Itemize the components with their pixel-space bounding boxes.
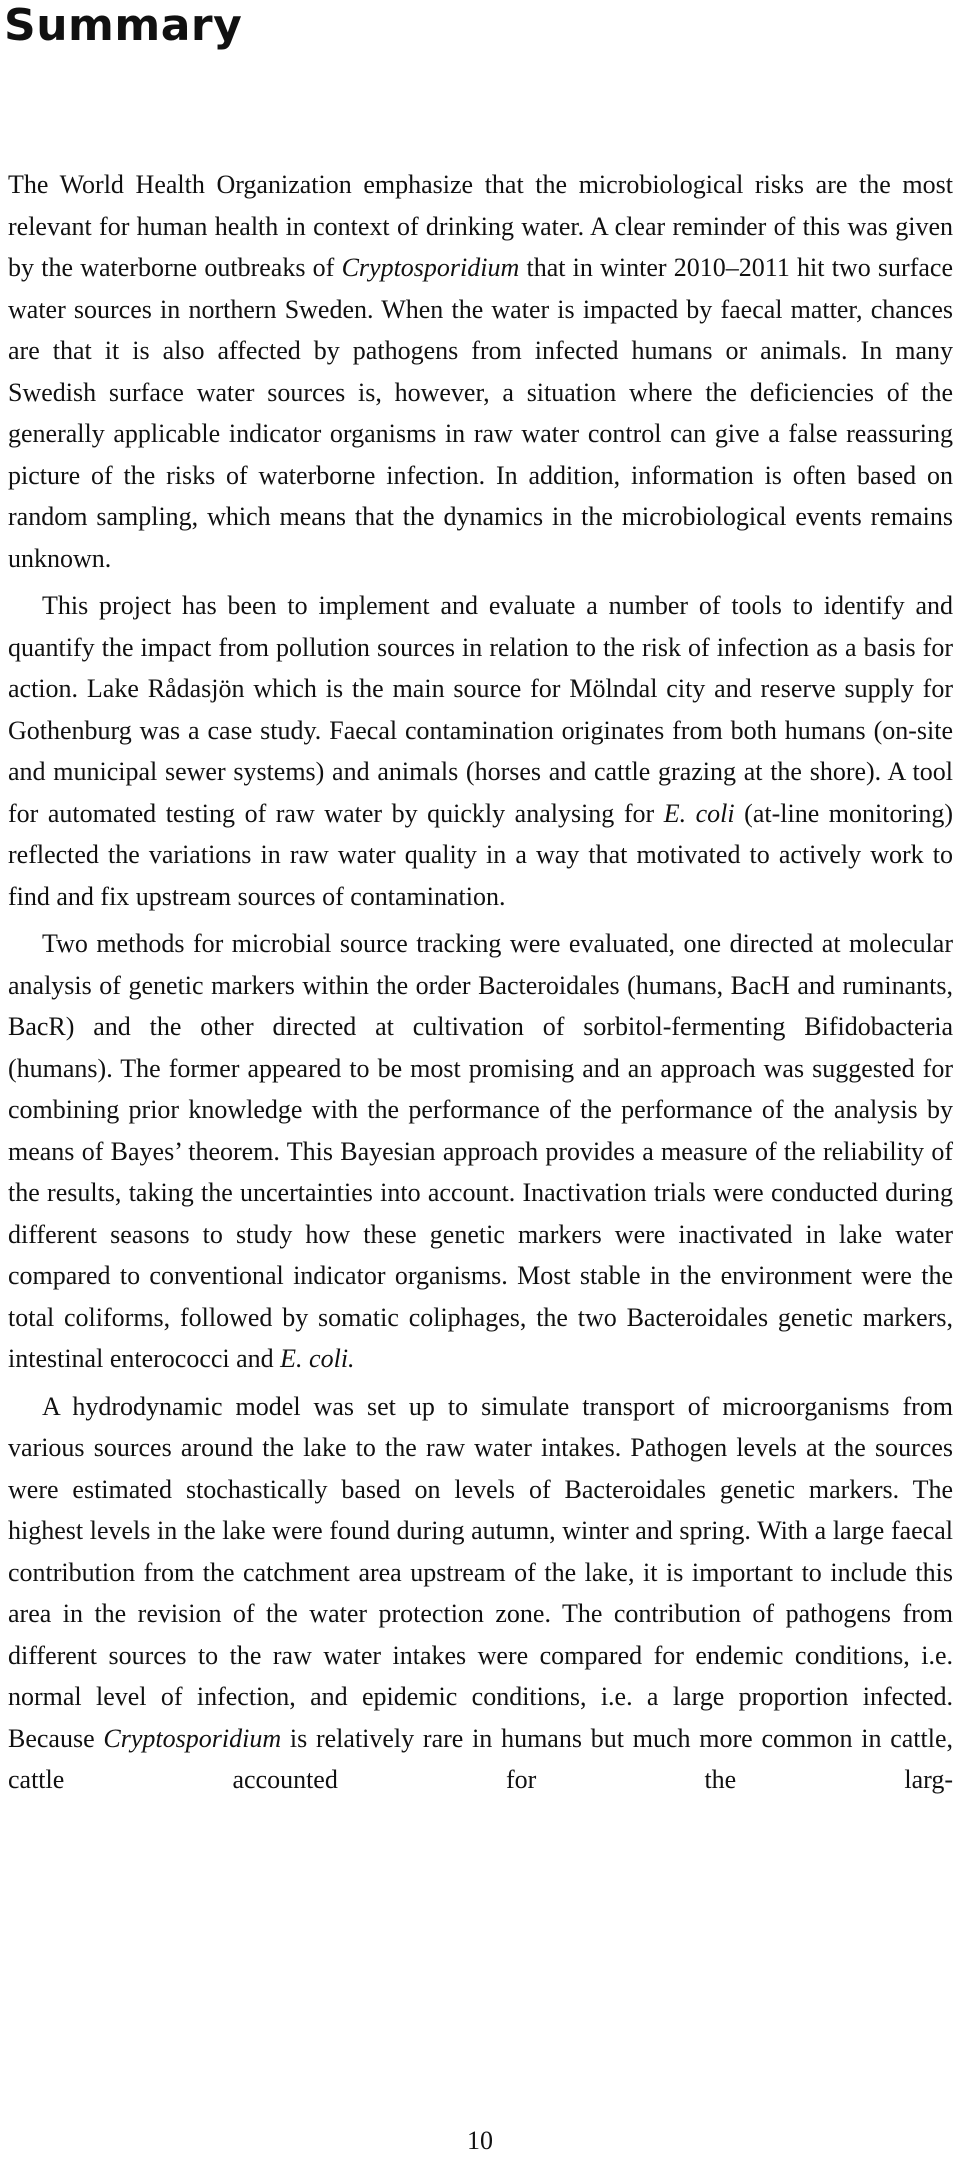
summary-body (8, 164, 953, 1807)
italic-term: E. coli (663, 798, 735, 828)
page-title: Summary (4, 0, 243, 51)
page-number: 10 (467, 2126, 493, 2155)
summary-paragraph-2: This project has been to implement and evaluate a number of tools to identify and quantify the impact from pollution sources in relation to the risk of infection as a basis for action. Lake Rådasjön which is the main source for Mölndal city and reserve supply for Gothenburg was a case study. Faecal contamination originates from both humans (on-site and municipal sewer systems) and animals (horses and cattle grazing at the shore). A tool for automated testing of raw water by quickly analysing for E. coli (at-line monitoring) reflected the variations in raw water quality in a way that motivated to actively work to find and fix upstream sources of contamination. (8, 591, 953, 911)
italic-term: E. coli. (280, 1344, 355, 1373)
summary-paragraph-1: The World Health Organization emphasize that the microbiological risks are the most relevant for human health in context of drinking water. A clear reminder of this was given by the waterborne outbreaks of Cryptosporidium that in winter 2010–2011 hit two surface water sources in northern Sweden. When the water is impacted by faecal matter, chances are that it is also affected by pathogens from infected humans or animals. In many Swedish surface water sources is, however, a situation where the deficiencies of the generally applicable indicator organisms in raw water control can give a false reassuring picture of the risks of waterborne infection. In addition, information is often based on random sampling, which means that the dynamics in the microbiological events remains unknown. (8, 170, 953, 573)
summary-paragraph-3: Two methods for microbial source tracking were evaluated, one directed at molecular analysis of genetic markers within the order Bacteroidales (humans, BacH and ruminants, BacR) and the other directed at cultivation of sorbitol-fermenting Bifidobacteria (humans). The former appeared to be most promising and an approach was suggested for combining prior knowledge with the performance of the performance of the analysis by means of Bayes’ theorem. This Bayesian approach provides a measure of the reliability of the results, taking the uncertainties into account. Inactivation trials were conducted during different seasons to study how these genetic markers were inactivated in lake water compared to conventional indicator organisms. Most stable in the environment were the total coliforms, followed by somatic coliphages, the two Bacteroidales genetic markers, intestinal enterococci and E. coli. (8, 929, 953, 1373)
italic-term: Cryptosporidium (341, 253, 520, 282)
italic-term: Cryptosporidium (103, 1723, 282, 1753)
summary-paragraph-4: A hydrodynamic model was set up to simulate transport of microorganisms from various sources around the lake to the raw water intakes. Pathogen levels at the sources were estimated stochastically based on levels of Bacteroidales genetic markers. The highest levels in the lake were found during autumn, winter and spring. With a large faecal contribution from the catchment area upstream of the lake, it is important to include this area in the revision of the water protection zone. The contribution of pathogens from different sources to the raw water intakes were compared for endemic conditions, i.e. normal level of infection, and epidemic conditions, i.e. a large proportion infected. Because Cryptosporidium is relatively rare in humans but much more common in cattle, cattle accounted for the larg- (8, 1391, 954, 1794)
